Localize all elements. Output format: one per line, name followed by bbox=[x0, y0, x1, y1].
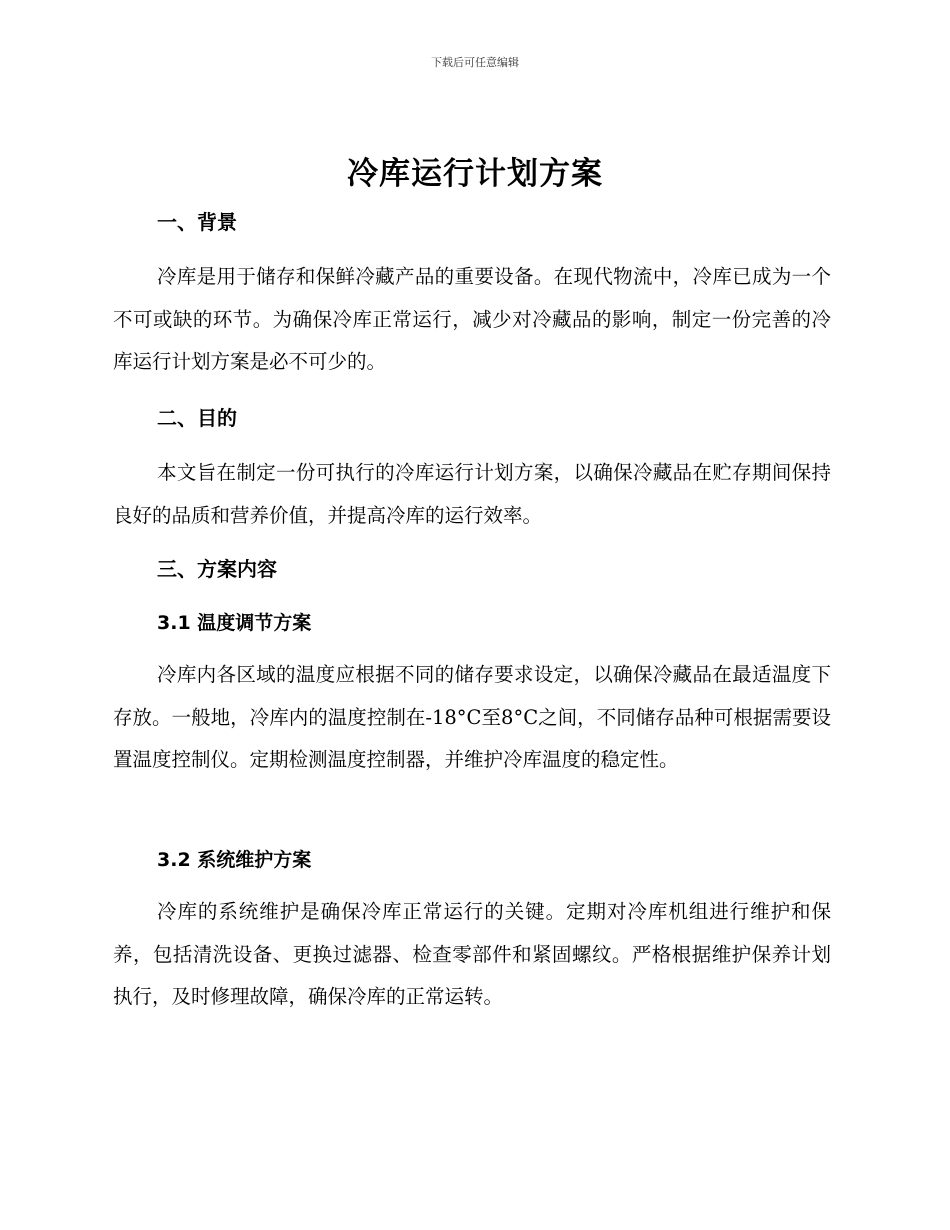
section-heading-content: 三、方案内容 bbox=[157, 557, 277, 581]
paragraph-background: 冷库是用于储存和保鲜冷藏产品的重要设备。在现代物流中，冷库已成为一个不可或缺的环节。为确保冷库正常运行，减少对冷藏品的影响，制定一份完善的冷库运行计划方案是必不可少的。 bbox=[113, 265, 831, 373]
header-note: 下载后可任意编辑 bbox=[431, 56, 519, 69]
section-heading-purpose: 二、目的 bbox=[157, 406, 237, 430]
subsection-heading-temperature: 3.1 温度调节方案 bbox=[157, 612, 312, 634]
section-heading-background: 一、背景 bbox=[157, 210, 237, 234]
paragraph-temperature: 冷库内各区域的温度应根据不同的储存要求设定，以确保冷藏品在最适温度下存放。一般地，冷库内的温度控制在-18°C至8°C之间，不同储存品种可根据需要设置温度控制仪。定期检测温度控制器，并维护冷库温度的稳定性。 bbox=[113, 663, 831, 771]
paragraph-purpose: 本文旨在制定一份可执行的冷库运行计划方案，以确保冷藏品在贮存期间保持良好的品质和营养价值，并提高冷库的运行效率。 bbox=[113, 461, 831, 527]
paragraph-maintenance: 冷库的系统维护是确保冷库正常运行的关键。定期对冷库机组进行维护和保养，包括清洗设备、更换过滤器、检查零部件和紧固螺纹。严格根据维护保养计划执行，及时修理故障，确保冷库的正常运转。 bbox=[113, 900, 831, 1008]
subsection-heading-maintenance: 3.2 系统维护方案 bbox=[157, 849, 312, 871]
page-title: 冷库运行计划方案 bbox=[347, 156, 603, 192]
